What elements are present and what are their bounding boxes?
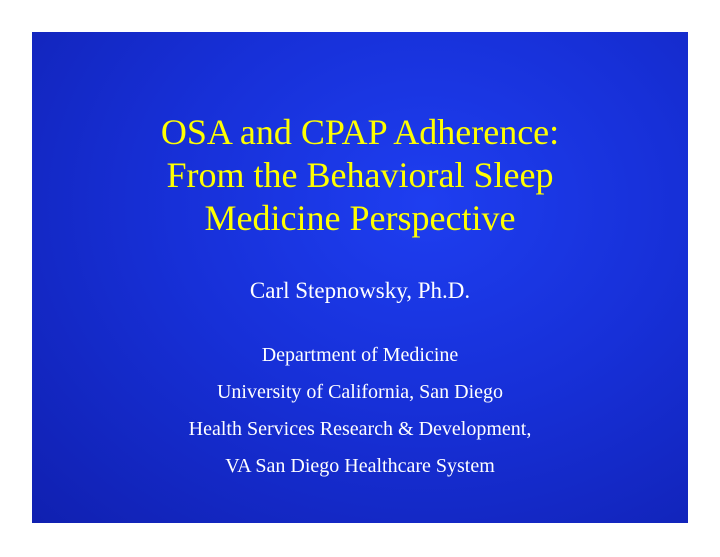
title-line-3: Medicine Perspective: [204, 198, 516, 238]
slide: [32, 32, 688, 523]
affiliation-line-4: VA San Diego Healthcare System: [225, 455, 495, 477]
title-line-1: OSA and CPAP Adherence:: [160, 112, 560, 152]
affiliation-line-2: University of California, San Diego: [216, 381, 504, 403]
affiliation-line-1: Department of Medicine: [261, 344, 459, 366]
author-name: Carl Stepnowsky, Ph.D.: [249, 278, 471, 303]
affiliations: [32, 337, 688, 485]
slide-title: [32, 111, 688, 240]
affiliation-line-3: Health Services Research & Development,: [188, 418, 532, 440]
title-line-2: From the Behavioral Sleep: [166, 155, 554, 195]
